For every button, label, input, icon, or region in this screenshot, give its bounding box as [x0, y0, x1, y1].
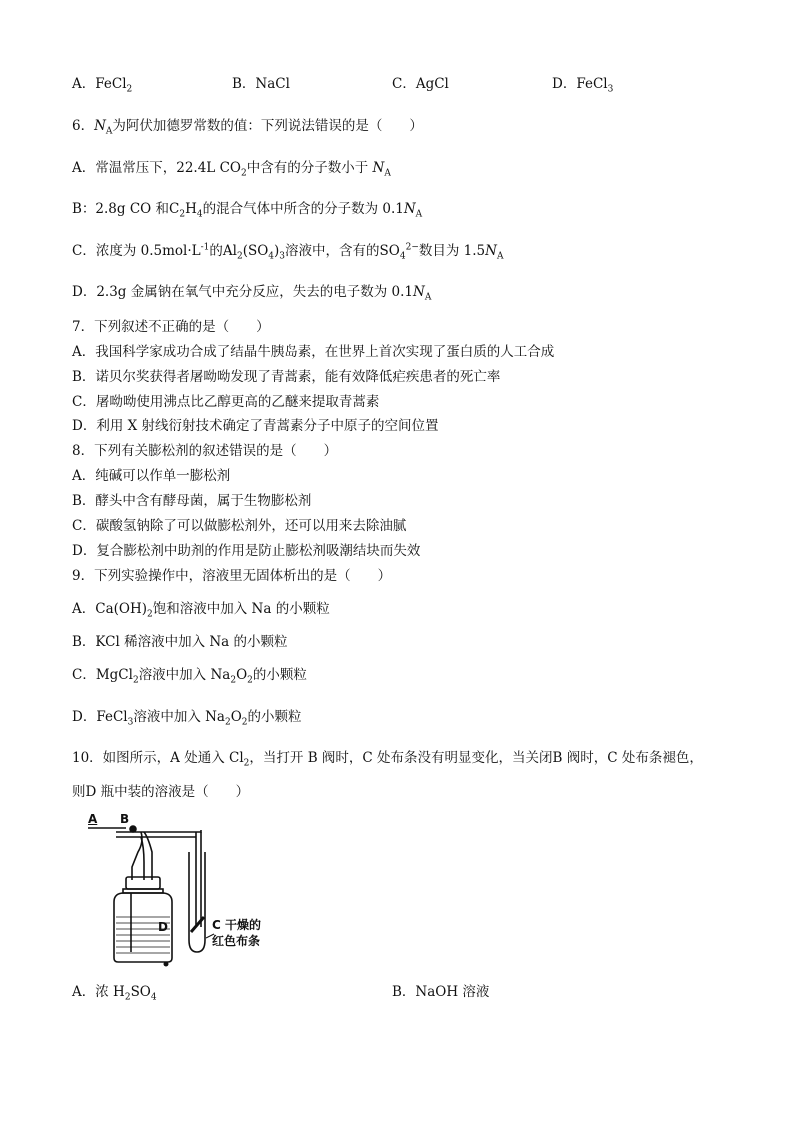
q6-option-d: D．2.3g 金属钠在氧气中充分反应，失去的电子数为 $0.1N_A$: [72, 284, 432, 303]
q7-option-d: D．利用 X 射线衍射技术确定了青蒿素分子中原子的空间位置: [72, 418, 439, 434]
q8-stem: 8．下列有关膨松剂的叙述错误的是（ ）: [72, 443, 338, 459]
q5-option-d: D．FeCl$_3$: [552, 76, 614, 95]
q10-stem-line2: 则D 瓶中装的溶液是（ ）: [72, 784, 250, 800]
q7-option-c: C．屠呦呦使用沸点比乙醇更高的乙醚来提取青蒿素: [72, 394, 380, 410]
fig-label-c-line2: 红色布条: [212, 934, 261, 948]
q8-option-c: C．碳酸氢钠除了可以做膨松剂外，还可以用来去除油腻: [72, 518, 407, 534]
q5-option-c: C．AgCl: [392, 76, 449, 92]
valve-b-knob: [130, 826, 136, 832]
q7-option-b: B．诺贝尔奖获得者屠呦呦发现了青蒿素，能有效降低疟疾患者的死亡率: [72, 369, 501, 385]
fig-label-a: A: [88, 812, 98, 826]
q8-option-a: A．纯碱可以作单一膨松剂: [72, 468, 231, 484]
q9-option-a: A．$Ca(OH)_2$饱和溶液中加入 Na 的小颗粒: [72, 601, 330, 620]
q9-stem: 9．下列实验操作中，溶液里无固体析出的是（ ）: [72, 568, 392, 584]
q7-option-a: A．我国科学家成功合成了结晶牛胰岛素，在世界上首次实现了蛋白质的人工合成: [72, 344, 555, 360]
bottle-cap: [126, 877, 160, 889]
q5-option-a: A．FeCl$_2$: [72, 76, 133, 95]
tube-out-bottle: [144, 832, 152, 880]
apparatus-figure: [86, 812, 296, 972]
q8-option-d: D．复合膨松剂中助剂的作用是防止膨松剂吸潮结块而失效: [72, 543, 421, 559]
q9-option-c: C．MgCl$_2$溶液中加入 $Na_2O_2$的小颗粒: [72, 667, 307, 686]
q10-option-b: B．NaOH 溶液: [392, 984, 490, 1000]
fig-label-d: D: [158, 920, 168, 934]
q6-option-c: C．浓度为 $0.5mol\cdot L^{-1}$的$Al_2(SO_4)_3$溶液中，含有的$SO_4^{2-}$数目为 $1.5N_A$: [72, 242, 504, 262]
fig-label-c-line1: C 干燥的: [212, 918, 261, 932]
apparatus-drawing: [86, 812, 296, 972]
q6-option-a: A．常温常压下，22.4L $CO_2$中含有的分子数小于 $N_A$: [72, 160, 391, 179]
q7-stem: 7．下列叙述不正确的是（ ）: [72, 319, 270, 335]
q6-option-b: B：2.8g CO 和$C_2H_4$的混合气体中所含的分子数为 $0.1N_A$: [72, 201, 423, 220]
q5-option-b: B．NaCl: [232, 76, 290, 92]
fig-label-b: B: [120, 812, 130, 826]
test-tube: [189, 852, 205, 952]
cloth-strip: [191, 917, 204, 932]
q6-stem: 6．$N_A$为阿伏加德罗常数的值：下列说法错误的是（ ）: [72, 118, 423, 137]
top-tube-1: [116, 830, 201, 832]
q8-option-b: B．酵头中含有酵母菌，属于生物膨松剂: [72, 493, 312, 509]
q10-stem-line1: 10．如图所示，A 处通入 $Cl_2$，当打开 B 阀时，C 处布条没有明显变化，当关闭B 阀时，C 处布条褪色，: [72, 750, 703, 769]
q9-option-d: D．FeCl$_3$溶液中加入 $Na_2O_2$的小颗粒: [72, 709, 302, 728]
small-drop: [164, 962, 169, 967]
q9-option-b: B．KCl 稀溶液中加入 Na 的小颗粒: [72, 634, 288, 650]
tube-into-bottle-left: [132, 832, 142, 880]
q10-option-a: A．浓 $H_2SO_4$: [72, 984, 157, 1003]
